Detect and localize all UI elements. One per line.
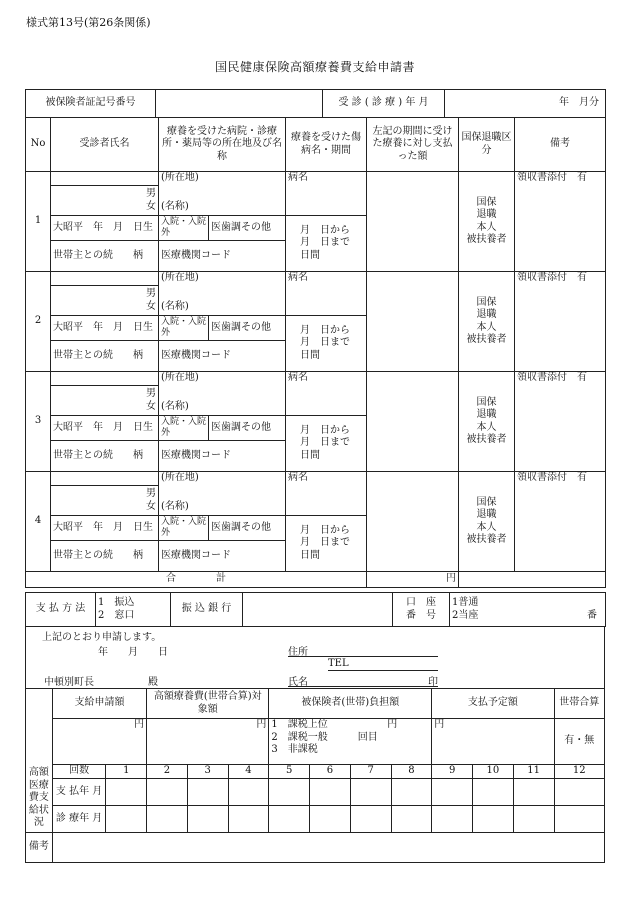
bt-consult-cell-9[interactable] [432, 806, 473, 833]
bt-consult-cell-3[interactable] [187, 806, 228, 833]
dental-2[interactable]: 医歯調その他 [209, 316, 286, 341]
honnin-option[interactable]: 本人 [476, 521, 497, 533]
col-hospital: 療養を受けた病院・診療所・薬局等の所在地及び名称 [159, 118, 286, 172]
period-4[interactable] [286, 516, 367, 572]
period-days[interactable]: 日間 [300, 449, 320, 461]
disease-4[interactable]: 病名 [286, 472, 367, 516]
inpatient-4[interactable]: 入院・入院外 [159, 516, 209, 541]
taishoku-option[interactable]: 退職 [476, 409, 497, 420]
bt-burden-yen: 円 [387, 719, 398, 730]
claims-table [25, 117, 606, 588]
insured-no-field[interactable] [156, 90, 323, 118]
bank-label: 振 込 銀 行 [171, 593, 243, 627]
period-days[interactable]: 日間 [300, 349, 320, 361]
sex-2[interactable] [51, 286, 159, 316]
hospital-4[interactable] [159, 472, 286, 516]
bt-consult-cell-5[interactable] [269, 806, 310, 833]
account-label [393, 593, 450, 627]
period-3[interactable] [286, 416, 367, 472]
bt-status-label: 高額医療費支給状況 [26, 765, 53, 833]
account-field[interactable] [450, 593, 606, 627]
bt-pay-cell-5[interactable] [269, 779, 310, 806]
female-option[interactable]: 女 [146, 300, 156, 312]
bt-consult-cell-12[interactable] [554, 806, 605, 833]
period-to[interactable]: 月 日まで [300, 337, 350, 349]
bt-scheduled-field[interactable]: 円 [432, 719, 554, 765]
col-no: No [26, 118, 51, 172]
address-label: 住所 [288, 647, 308, 658]
bt-count-2: 2 [147, 765, 188, 779]
bt-consult-cell-8[interactable] [391, 806, 432, 833]
bt-pay-cell-8[interactable] [391, 779, 432, 806]
bt-pay-cell-10[interactable] [473, 779, 514, 806]
male-option[interactable]: 男 [146, 188, 156, 199]
facility-name-label: (名称) [161, 200, 189, 212]
honnin-option[interactable]: 本人 [476, 221, 497, 233]
bt-count-6: 6 [310, 765, 351, 779]
dental-3[interactable]: 医歯調その他 [209, 416, 286, 441]
row-no-4: 4 [26, 472, 51, 572]
hospital-3[interactable] [159, 372, 286, 416]
bt-pay-cell-1[interactable] [106, 779, 147, 806]
paid-amount-1[interactable] [367, 172, 459, 272]
location-label: (所在地) [161, 272, 199, 283]
col-patient-name: 受診者氏名 [51, 118, 159, 172]
facility-name-label: (名称) [161, 500, 189, 512]
bt-count-8: 8 [391, 765, 432, 779]
bt-pay-cell-2[interactable] [147, 779, 188, 806]
bt-opt-general[interactable]: 2 課税一般 回目 [271, 731, 378, 743]
payment-option-transfer[interactable]: 1 振込 [98, 597, 135, 608]
remarks-1[interactable]: 領収書添付 有 [515, 172, 606, 272]
bt-consult-cell-2[interactable] [147, 806, 188, 833]
kokuho-class-3[interactable] [459, 372, 515, 472]
bt-consult-ym-label: 診 療年 月 [52, 806, 106, 833]
insured-no-label: 被保険者証記号番号 [26, 90, 156, 118]
kokuho-option[interactable]: 国保 [476, 496, 497, 508]
account-type-current: 2当座 番 [452, 609, 597, 621]
col-kokuho: 国保退職区分 [459, 118, 515, 172]
patient-name-4[interactable] [51, 472, 159, 486]
name-label: 氏名 [288, 677, 308, 688]
mayor-label: 中頓別町長 [44, 677, 94, 688]
facility-code-4[interactable]: 医療機関コード [159, 541, 286, 572]
bt-pay-cell-6[interactable] [310, 779, 351, 806]
patient-name-1[interactable] [51, 172, 159, 186]
patient-name-3[interactable] [51, 372, 159, 386]
honnin-option[interactable]: 本人 [476, 421, 497, 433]
period-2[interactable] [286, 316, 367, 372]
col-disease: 療養を受けた傷病名・期間 [286, 118, 367, 172]
bt-consult-cell-6[interactable] [310, 806, 351, 833]
dental-4[interactable]: 医歯調その他 [209, 516, 286, 541]
bt-h-target: 高額療養費(世帯合算)対象額 [147, 689, 269, 719]
facility-code-2[interactable]: 医療機関コード [159, 341, 286, 372]
bt-count-7: 7 [350, 765, 391, 779]
birth-2[interactable]: 大昭平 年 月 日生 [51, 316, 159, 341]
bt-count-3: 3 [187, 765, 228, 779]
fuyou-option[interactable]: 被扶養者 [466, 334, 507, 345]
facility-code-1[interactable]: 医療機関コード [159, 241, 286, 272]
sex-1[interactable] [51, 186, 159, 216]
col-remarks: 備考 [515, 118, 606, 172]
kokuho-option[interactable]: 国保 [476, 196, 497, 208]
account-label-1: 口 座 [406, 597, 436, 608]
period-days[interactable]: 日間 [300, 249, 320, 261]
birth-3[interactable]: 大昭平 年 月 日生 [51, 416, 159, 441]
facility-code-3[interactable]: 医療機関コード [159, 441, 286, 472]
form-title: 国民健康保険高額療養費支給申請書 [214, 60, 415, 74]
female-option[interactable]: 女 [146, 200, 156, 212]
remarks-4[interactable]: 領収書添付 有 [515, 472, 606, 572]
bt-burden-field[interactable] [269, 719, 432, 765]
bt-h-amount: 支給申請額 [52, 689, 146, 719]
bt-count-4: 4 [228, 765, 269, 779]
bt-pay-cell-9[interactable] [432, 779, 473, 806]
bt-count-9: 9 [432, 765, 473, 779]
dental-1[interactable]: 医歯調その他 [209, 216, 286, 241]
payment-method-label: 支 払 方 法 [26, 593, 96, 627]
application-date[interactable]: 年 月 日 [98, 647, 168, 658]
bt-opt-nontax[interactable]: 3 非課税 [271, 744, 318, 755]
location-label: (所在地) [161, 372, 199, 383]
male-option[interactable]: 男 [146, 388, 156, 399]
bt-opt-upper[interactable]: 1 課税上位 [271, 719, 328, 730]
seal-mark: 印 [428, 677, 438, 688]
inpatient-2[interactable]: 入院・入院外 [159, 316, 209, 341]
period-from[interactable]: 月 日から [300, 224, 350, 236]
female-option[interactable]: 女 [146, 400, 156, 412]
fuyou-option[interactable]: 被扶養者 [466, 434, 507, 445]
account-ban: 番 [587, 609, 597, 621]
bt-remarks-field[interactable] [52, 833, 604, 863]
period-1[interactable] [286, 216, 367, 272]
relation-4[interactable]: 世帯主との続 柄 [51, 541, 159, 572]
paid-amount-2[interactable] [367, 272, 459, 372]
female-option[interactable]: 女 [146, 500, 156, 512]
period-from[interactable]: 月 日から [300, 524, 350, 536]
facility-name-label: (名称) [161, 300, 189, 312]
bt-count-12: 12 [554, 765, 605, 779]
tel-label: TEL [328, 658, 349, 669]
account-label-2: 番 号 [406, 609, 436, 621]
male-option[interactable]: 男 [146, 488, 156, 499]
honnin-option[interactable]: 本人 [476, 321, 497, 333]
bt-pay-cell-4[interactable] [228, 779, 269, 806]
period-to[interactable]: 月 日まで [300, 437, 350, 449]
patient-name-2[interactable] [51, 272, 159, 286]
bt-household-field[interactable]: 有・無 [554, 719, 605, 765]
disease-3[interactable]: 病名 [286, 372, 367, 416]
sex-4[interactable] [51, 486, 159, 516]
declaration-block [25, 626, 605, 688]
bt-count-5: 5 [269, 765, 310, 779]
fuyou-option[interactable]: 被扶養者 [466, 534, 507, 545]
birth-1[interactable]: 大昭平 年 月 日生 [51, 216, 159, 241]
inpatient-3[interactable]: 入院・入院外 [159, 416, 209, 441]
taishoku-option[interactable]: 退職 [476, 209, 497, 220]
total-amount[interactable]: 円 [367, 572, 459, 588]
kokuho-class-1[interactable] [459, 172, 515, 272]
kokuho-class-2[interactable] [459, 272, 515, 372]
period-days[interactable]: 日間 [300, 549, 320, 561]
bt-count-label: 回数 [52, 765, 106, 779]
col-paid: 左記の期間に受けた療養に対し支払った額 [367, 118, 459, 172]
bt-amount-field[interactable]: 円 [52, 719, 146, 765]
fuyou-option[interactable]: 被扶養者 [466, 234, 507, 245]
sex-3[interactable] [51, 386, 159, 416]
bt-count-11: 11 [513, 765, 554, 779]
remarks-3[interactable]: 領収書添付 有 [515, 372, 606, 472]
disease-2[interactable]: 病名 [286, 272, 367, 316]
header-table [25, 89, 606, 118]
period-to[interactable]: 月 日まで [300, 237, 350, 249]
total-label: 合 計 [26, 572, 367, 588]
period-from[interactable]: 月 日から [300, 324, 350, 336]
facility-name-label: (名称) [161, 400, 189, 412]
kokuho-class-4[interactable] [459, 472, 515, 572]
bt-target-field[interactable]: 円 [147, 719, 269, 765]
bt-count-10: 10 [473, 765, 514, 779]
form-number: 様式第13号(第26条関係) [26, 16, 151, 29]
period-to[interactable]: 月 日まで [300, 537, 350, 549]
row-no-3: 3 [26, 372, 51, 472]
bt-h-household: 世帯合算 [554, 689, 605, 719]
bank-field[interactable] [243, 593, 393, 627]
hospital-2[interactable] [159, 272, 286, 316]
paid-amount-4[interactable] [367, 472, 459, 572]
declaration-text: 上記のとおり申請します。 [42, 632, 162, 643]
hospital-1[interactable] [159, 172, 286, 216]
taishoku-option[interactable]: 退職 [476, 309, 497, 320]
relation-1[interactable]: 世帯主との続 柄 [51, 241, 159, 272]
bt-pay-cell-12[interactable] [554, 779, 605, 806]
benefit-table [25, 688, 605, 863]
bt-pay-cell-11[interactable] [513, 779, 554, 806]
bt-pay-cell-7[interactable] [350, 779, 391, 806]
payment-method-options[interactable] [96, 593, 171, 627]
location-label: (所在地) [161, 472, 199, 483]
paid-amount-3[interactable] [367, 372, 459, 472]
location-label: (所在地) [161, 172, 199, 183]
relation-2[interactable]: 世帯主との続 柄 [51, 341, 159, 372]
taishoku-option[interactable]: 退職 [476, 509, 497, 520]
bt-pay-cell-3[interactable] [187, 779, 228, 806]
bt-pay-ym-label: 支 払年 月 [52, 779, 106, 806]
bt-consult-cell-1[interactable] [106, 806, 147, 833]
bt-consult-cell-10[interactable] [473, 806, 514, 833]
consult-ym-label: 受 診 ( 診 療 ) 年 月 [323, 90, 445, 118]
consult-ym-field[interactable]: 年 月分 [445, 90, 606, 118]
account-type-ordinary[interactable]: 1普通 [452, 597, 479, 608]
bt-consult-cell-7[interactable] [350, 806, 391, 833]
inpatient-1[interactable]: 入院・入院外 [159, 216, 209, 241]
bt-count-1: 1 [106, 765, 147, 779]
relation-3[interactable]: 世帯主との続 柄 [51, 441, 159, 472]
kokuho-option[interactable]: 国保 [476, 296, 497, 308]
male-option[interactable]: 男 [146, 288, 156, 299]
bt-remarks-label: 備考 [26, 833, 53, 863]
remarks-2[interactable]: 領収書添付 有 [515, 272, 606, 372]
kokuho-option[interactable]: 国保 [476, 396, 497, 408]
row-no-2: 2 [26, 272, 51, 372]
bt-h-burden: 被保険者(世帯)負担額 [269, 689, 432, 719]
dono-label: 殿 [148, 677, 158, 688]
row-no-1: 1 [26, 172, 51, 272]
disease-1[interactable]: 病名 [286, 172, 367, 216]
bt-consult-cell-11[interactable] [513, 806, 554, 833]
birth-4[interactable]: 大昭平 年 月 日生 [51, 516, 159, 541]
bt-consult-cell-4[interactable] [228, 806, 269, 833]
payment-option-counter[interactable]: 2 窓口 [98, 609, 135, 621]
period-from[interactable]: 月 日から [300, 424, 350, 436]
payment-table [25, 592, 606, 627]
bt-h-scheduled: 支払予定額 [432, 689, 554, 719]
